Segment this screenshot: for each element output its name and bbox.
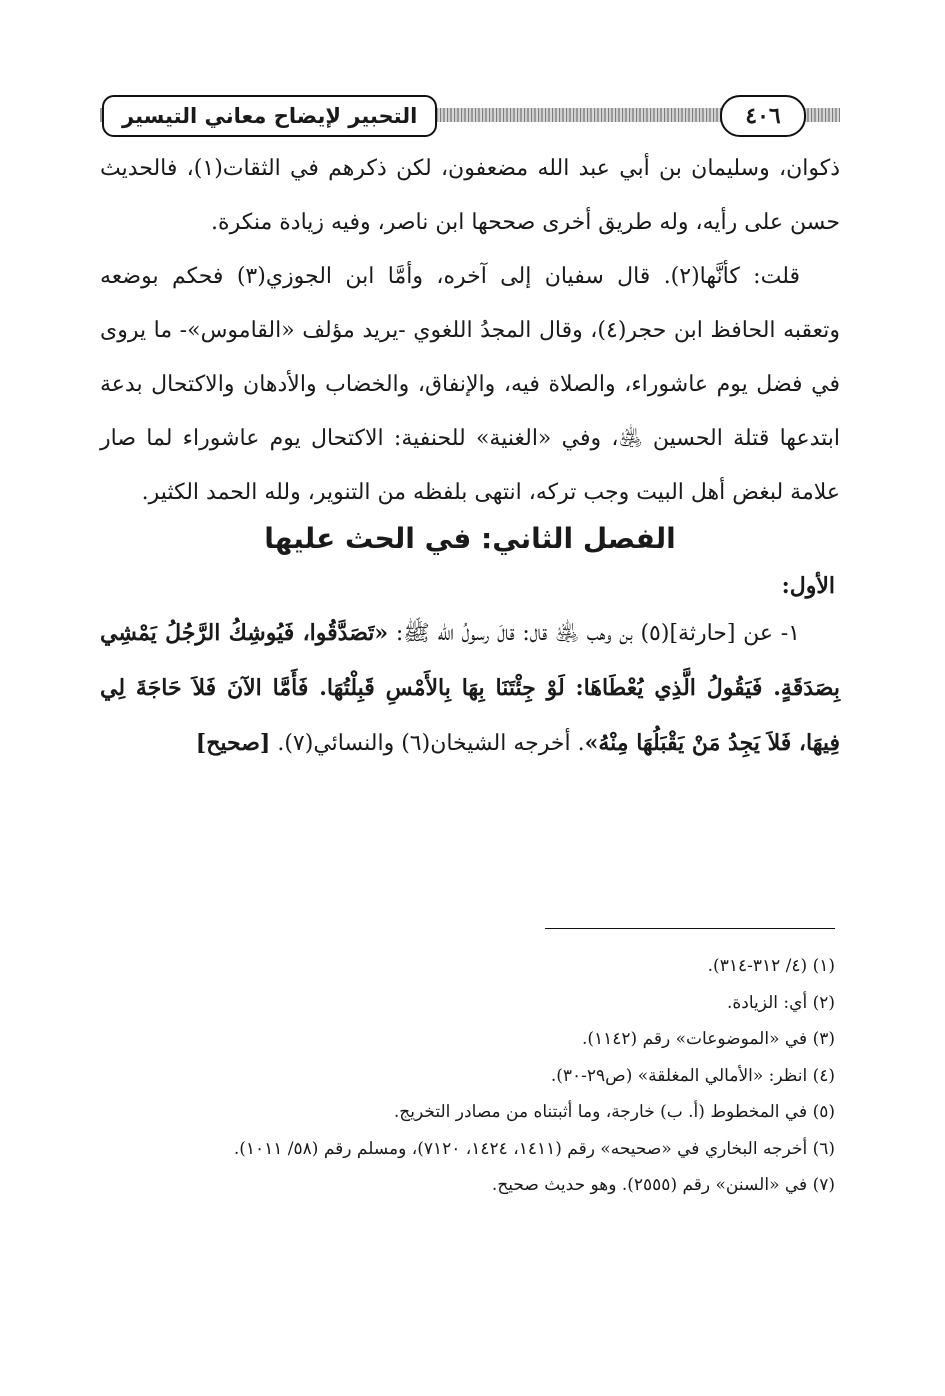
hadith-intro: ١- عن [حارثة](٥) بن وهب ﵁ قال: قالَ رسولُ الله ﷺ: xyxy=(388,621,800,646)
footnote-6: (٦) أخرجه البخاري في «صحيحه» رقم (١٤١١، ١٤٢٤، ٧١٢٠)، ومسلم رقم (٥٨/ ١٠١١). xyxy=(233,1138,835,1159)
chapter-heading: الفصل الثاني: في الحث عليها xyxy=(264,522,676,555)
hadith-quote: «تَصَدَّقُوا، فَيُوشِكُ الرَّجُلُ يَمْشِي بِصَدَقَةٍ. فَيَقُولُ الَّذِي يُعْطَاهَا: لَوْ جِئْتَنَا بِهَا بِالأَمْسِ قَبِلْتُهَا. فَأَمَّا الآنَ فَلاَ حَاجَةَ لِي فِيهَا، فَلاَ يَجِدُ مَنْ يَقْبَلُهَا مِنْهُ» xyxy=(100,620,840,756)
body-text xyxy=(100,142,840,520)
section-label: الأول: xyxy=(781,573,835,599)
footnote-1: (١) (٤/ ٣١٢-٣١٤). xyxy=(707,956,835,976)
footnote-separator xyxy=(545,928,835,929)
footnotes xyxy=(100,948,835,1204)
footnote-4: (٤) انظر: «الأمالي المغلقة» (ص٢٩-٣٠). xyxy=(550,1065,835,1086)
hadith-source: . أخرجه الشيخان(٦) والنسائي(٧). xyxy=(270,731,585,756)
book-title: التحبير لإيضاح معاني التيسير xyxy=(102,95,437,137)
footnote-5: (٥) في المخطوط (أ. ب) خارجة، وما أثبتناه من مصادر التخريج. xyxy=(393,1102,835,1122)
footnote-7: (٧) في «السنن» رقم (٢٥٥٥). وهو حديث صحيح. xyxy=(491,1175,835,1195)
hadith-grade: [صحيح] xyxy=(195,730,271,756)
running-header xyxy=(100,93,840,139)
footnote-2: (٢) أي: الزيادة. xyxy=(726,992,835,1013)
paragraph-continuation: ذكوان، وسليمان بن أبي عبد الله مضعفون، لكن ذكرهم في الثقات(١)، فالحديث حسن على رأيه، وله طريق أخرى صححها ابن ناصر، وفيه زيادة منكرة. xyxy=(100,156,840,235)
paragraph-commentary: قلت: كأنَّها(٢). قال سفيان إلى آخره، وأمَّا ابن الجوزي(٣) فحكم بوضعه وتعقبه الحافظ ابن حجر(٤)، وقال المجدُ اللغوي -يريد مؤلف «القاموس»- ما يروى في فضل يوم عاشوراء، والصلاة فيه، والإنفاق، والخضاب والأدهان والاكتحال بدعة ابتدعها قتلة الحسين ﵁، وفي «الغنية» للحنفية: الاكتحال يوم عاشوراء لما صار علامة لبغض أهل البيت وجب تركه، انتهى بلفظه من التنوير، ولله الحمد الكثير. xyxy=(100,264,840,505)
footnote-3: (٣) في «الموضوعات» رقم (١١٤٢). xyxy=(581,1029,835,1049)
hadith-text xyxy=(100,606,840,771)
page-number: ٤٠٦ xyxy=(720,95,806,137)
